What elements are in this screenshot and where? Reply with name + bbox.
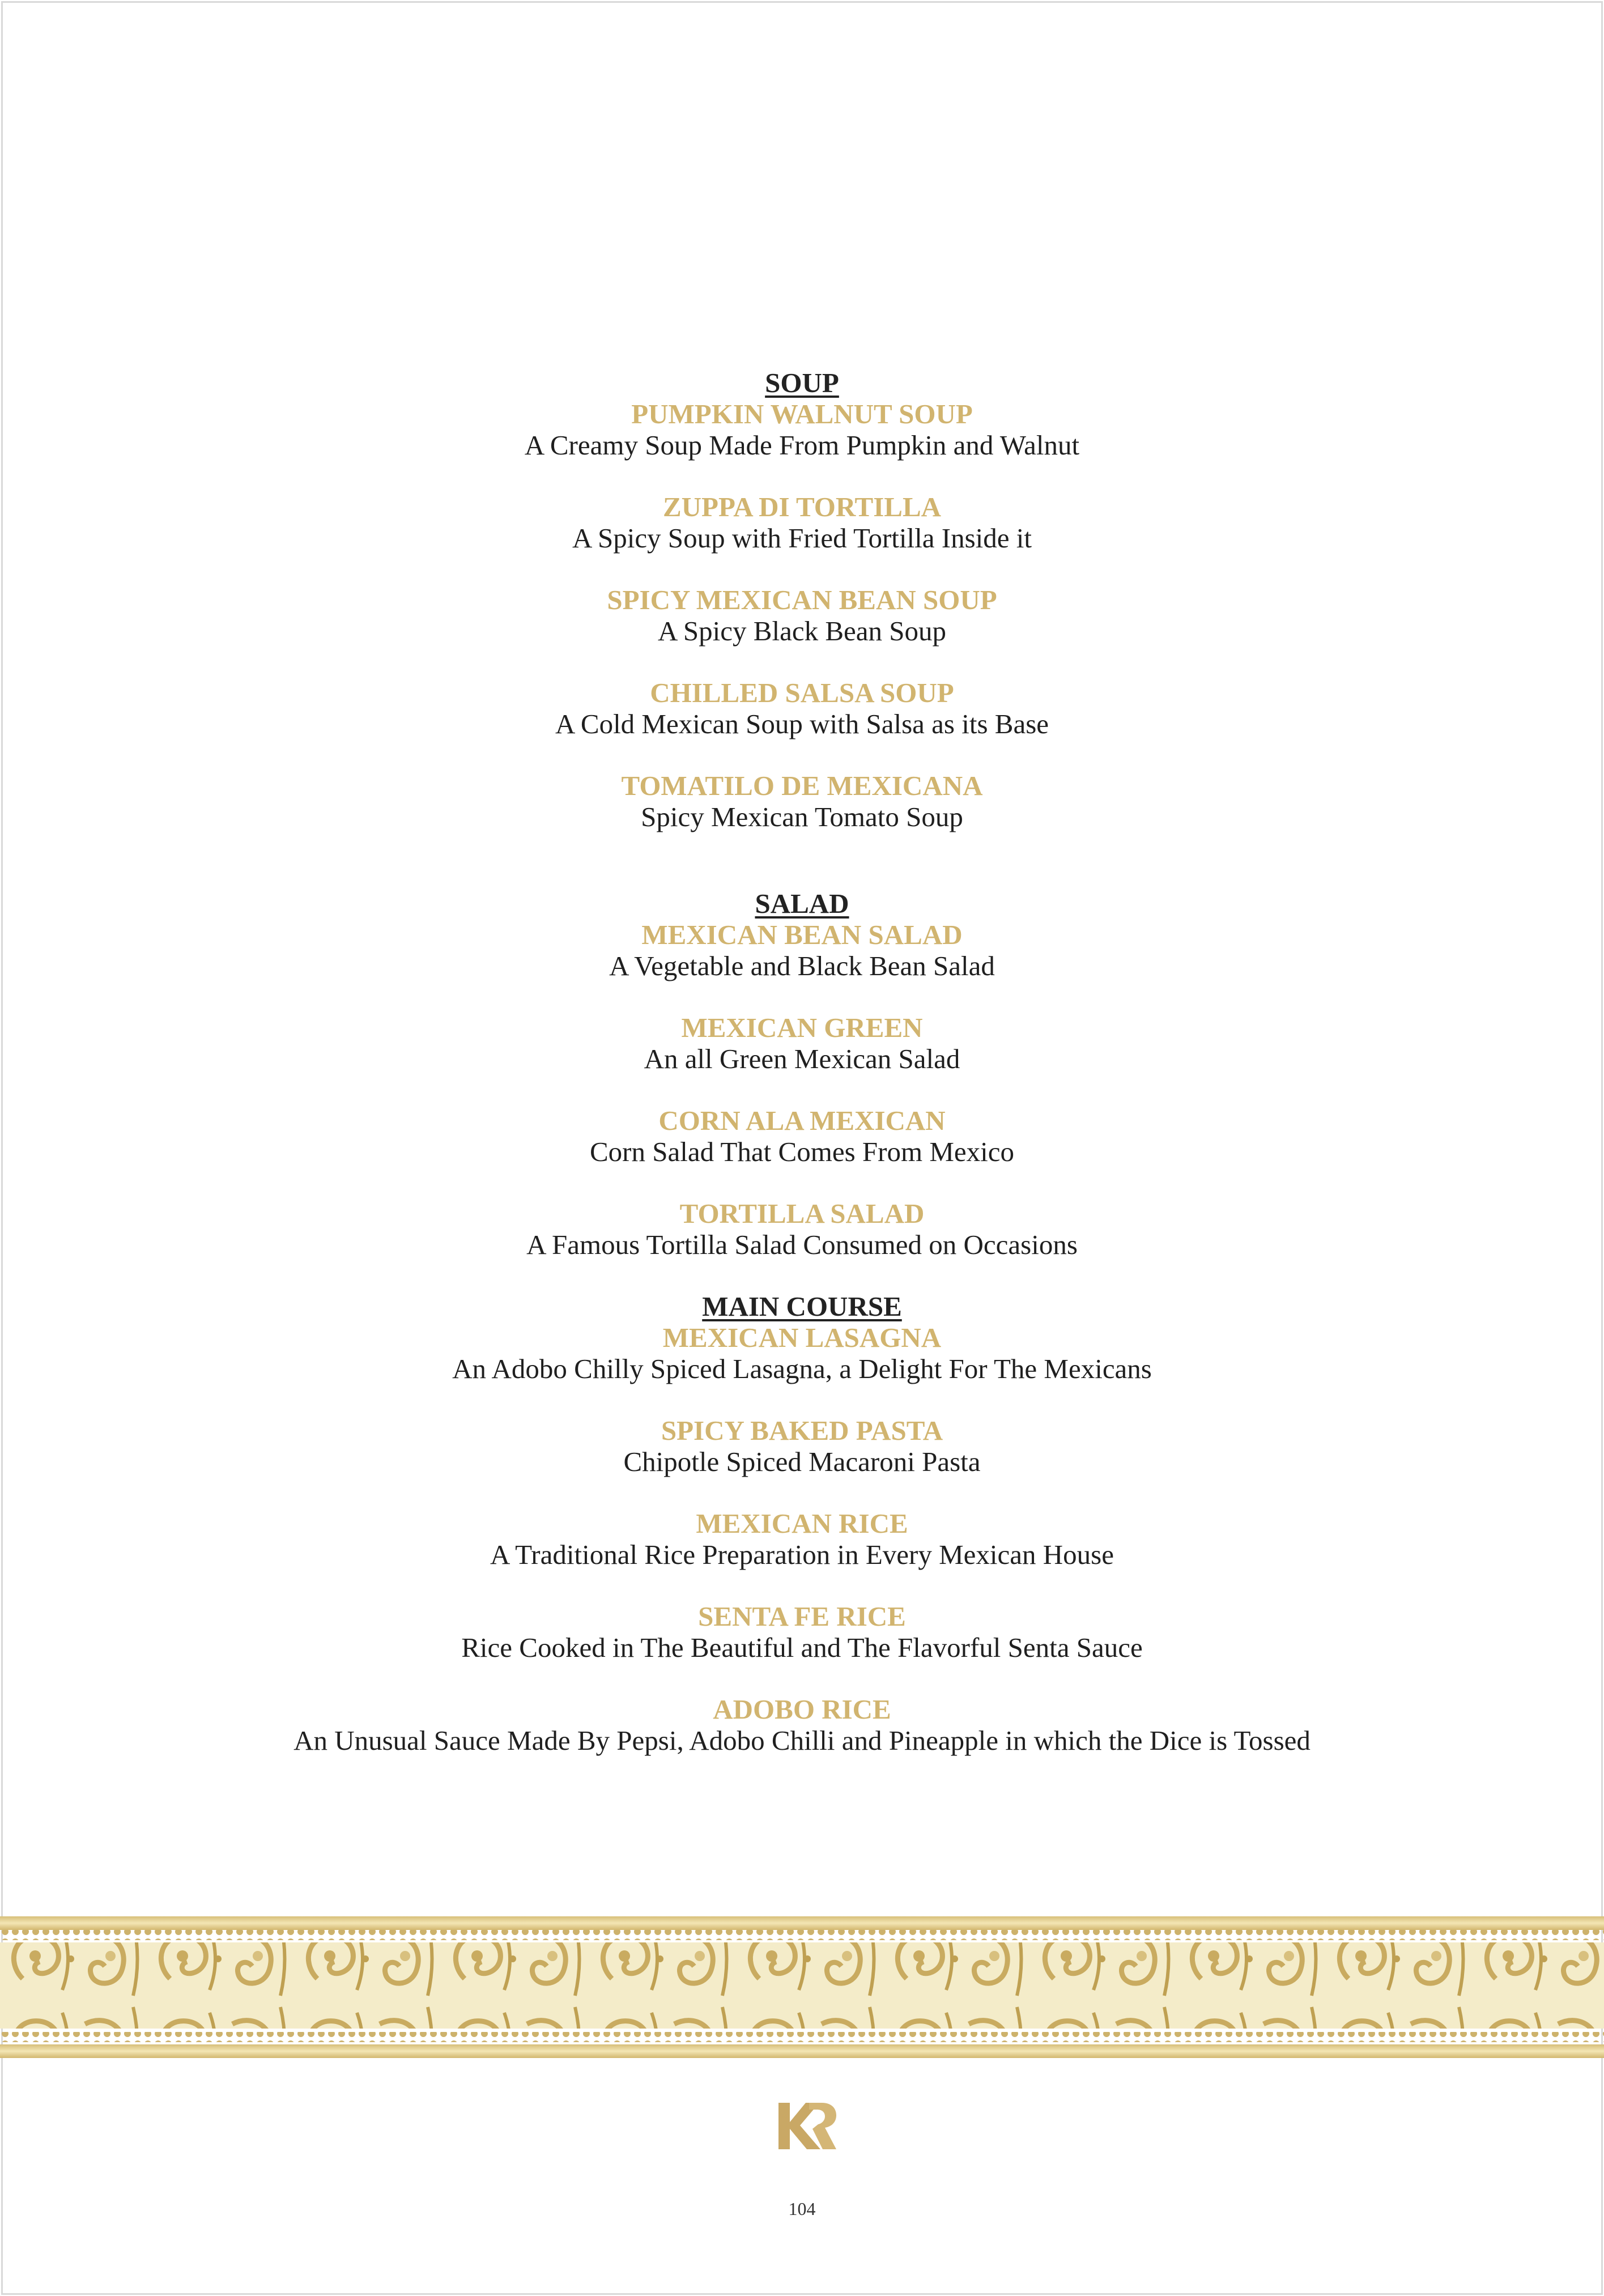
item-name: MEXICAN GREEN xyxy=(681,1012,923,1043)
item-description: Spicy Mexican Tomato Soup xyxy=(641,801,963,832)
item-name: SPICY MEXICAN BEAN SOUP xyxy=(607,584,997,615)
ornamental-border xyxy=(0,1916,1604,2058)
item-name: ZUPPA DI TORTILLA xyxy=(662,491,942,522)
menu-item xyxy=(0,1105,1604,1167)
item-name: TOMATILO DE MEXICANA xyxy=(621,770,983,801)
item-description: A Creamy Soup Made From Pumpkin and Walnut xyxy=(524,430,1080,461)
section-salad xyxy=(0,888,1604,1260)
item-description: A Famous Tortilla Salad Consumed on Occasions xyxy=(526,1229,1078,1260)
menu-item xyxy=(0,1694,1604,1756)
menu-content xyxy=(0,367,1604,1787)
kr-logo xyxy=(776,2101,839,2152)
item-description: A Cold Mexican Soup with Salsa as its Base xyxy=(555,708,1049,739)
menu-item xyxy=(0,1012,1604,1074)
item-name: ADOBO RICE xyxy=(713,1694,891,1725)
page-number: 104 xyxy=(788,2199,816,2219)
menu-item xyxy=(0,1415,1604,1477)
item-name: TORTILLA SALAD xyxy=(679,1198,925,1229)
item-name: CHILLED SALSA SOUP xyxy=(650,677,954,708)
menu-item xyxy=(0,677,1604,739)
menu-item xyxy=(0,1198,1604,1260)
section-heading: SALAD xyxy=(755,888,849,919)
menu-item xyxy=(0,1322,1604,1384)
menu-item xyxy=(0,1601,1604,1663)
item-description: An all Green Mexican Salad xyxy=(644,1043,960,1074)
menu-item xyxy=(0,770,1604,832)
item-description: Chipotle Spiced Macaroni Pasta xyxy=(623,1446,981,1477)
item-name: MEXICAN RICE xyxy=(696,1508,908,1539)
item-name: CORN ALA MEXICAN xyxy=(658,1105,946,1136)
menu-item xyxy=(0,919,1604,981)
menu-item xyxy=(0,584,1604,647)
section-soup xyxy=(0,367,1604,832)
menu-item xyxy=(0,398,1604,461)
item-name: SENTA FE RICE xyxy=(698,1601,906,1632)
item-name: MEXICAN LASAGNA xyxy=(662,1322,942,1353)
menu-item xyxy=(0,491,1604,554)
item-description: A Vegetable and Black Bean Salad xyxy=(609,950,995,981)
item-name: SPICY BAKED PASTA xyxy=(661,1415,943,1446)
item-description: A Traditional Rice Preparation in Every Mexican House xyxy=(490,1539,1114,1570)
item-description: Corn Salad That Comes From Mexico xyxy=(590,1136,1014,1167)
item-description: A Spicy Black Bean Soup xyxy=(657,615,947,647)
item-description: Rice Cooked in The Beautiful and The Flavorful Senta Sauce xyxy=(461,1632,1143,1663)
item-description: A Spicy Soup with Fried Tortilla Inside it xyxy=(572,522,1032,554)
menu-item xyxy=(0,1508,1604,1570)
item-name: PUMPKIN WALNUT SOUP xyxy=(631,398,973,430)
section-main-course xyxy=(0,1291,1604,1756)
item-description: An Adobo Chilly Spiced Lasagna, a Delight For The Mexicans xyxy=(452,1353,1152,1384)
section-heading: SOUP xyxy=(765,367,839,398)
item-description: An Unusual Sauce Made By Pepsi, Adobo Chilli and Pineapple in which the Dice is Tossed xyxy=(293,1725,1311,1756)
section-heading: MAIN COURSE xyxy=(702,1291,902,1322)
item-name: MEXICAN BEAN SALAD xyxy=(641,919,963,950)
